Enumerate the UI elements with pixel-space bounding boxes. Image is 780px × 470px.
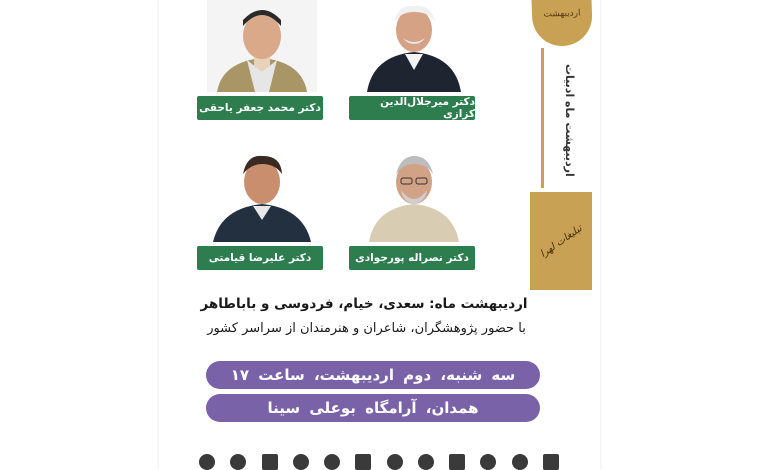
speaker-card — [349, 150, 479, 270]
speaker-photo — [359, 0, 469, 92]
logo-text: تبلیغات لهرا — [537, 222, 585, 260]
speaker-photo — [207, 150, 317, 242]
speaker-name: دکتر میرجلال‌الدین کزازی — [349, 96, 475, 120]
sponsor-logo — [262, 454, 278, 470]
sponsor-logo — [324, 454, 340, 470]
event-datetime — [206, 361, 540, 389]
sponsor-logo — [199, 454, 215, 470]
organizer-logo — [530, 192, 592, 290]
sponsor-logo — [418, 454, 434, 470]
sidebar-divider — [541, 48, 544, 188]
speaker-name: دکتر علیرضا قیامتی — [197, 246, 323, 270]
sponsor-logo — [387, 454, 403, 470]
speaker-photo — [207, 0, 317, 92]
sponsor-logo — [480, 454, 496, 470]
sponsor-logo — [355, 454, 371, 470]
event-location — [206, 394, 540, 422]
speaker-card — [197, 0, 327, 120]
datetime-text: سه شنبه، دوم اردیبهشت، ساعت ۱۷ — [230, 366, 516, 384]
event-subline: با حضور پژوهشگران، شاعران و هنرمندان از سراسر کشور — [207, 321, 526, 336]
speaker-name: دکتر نصراله پورجوادی — [349, 246, 475, 270]
speaker-card — [349, 0, 479, 120]
sponsor-logo — [512, 454, 528, 470]
speaker-name: دکتر محمد جعفر یاحقی — [197, 96, 323, 120]
vertical-title: اردیبهشت ماه ادبیات — [563, 63, 576, 177]
location-text: همدان، آرامگاه بوعلی سینا — [267, 399, 479, 417]
speaker-photo — [359, 150, 469, 242]
sponsor-logos — [199, 452, 559, 470]
sponsor-logo — [543, 454, 559, 470]
badge-text: اردیبهشت — [543, 8, 581, 20]
sponsor-logo — [293, 454, 309, 470]
sponsor-logo — [449, 454, 465, 470]
event-poster — [159, 0, 600, 470]
sponsor-logo — [230, 454, 246, 470]
poster-sidebar — [518, 0, 600, 300]
title-badge — [531, 0, 593, 47]
event-headline: اردیبهشت ماه: سعدی، خیام، فردوسی و باباطاهر — [200, 296, 528, 312]
speaker-card — [197, 150, 327, 270]
